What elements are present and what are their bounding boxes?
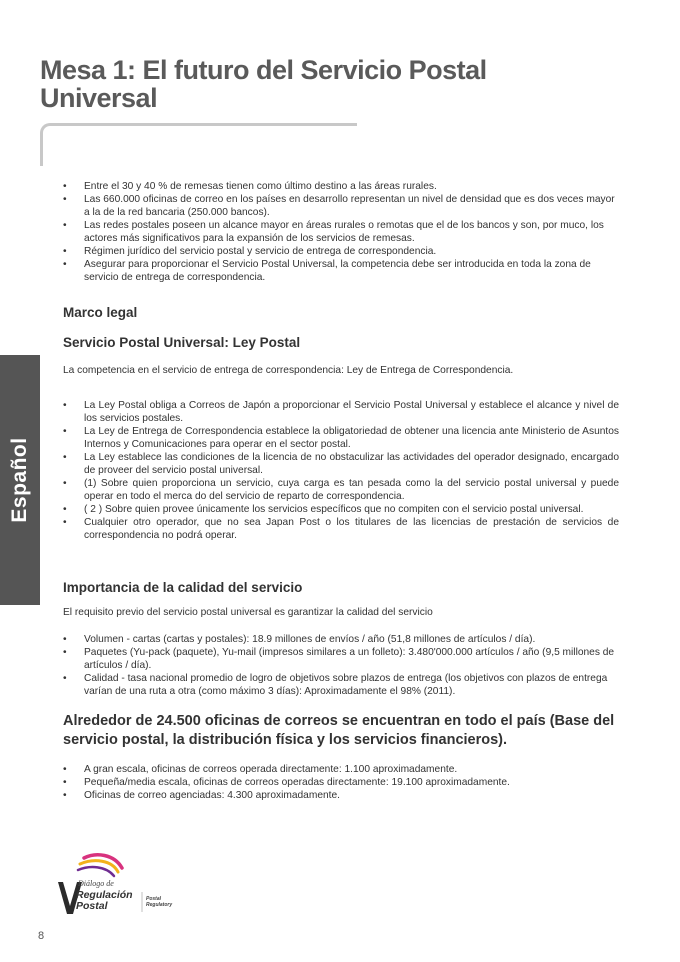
title-decoration-rule	[40, 123, 357, 166]
intro-bullet-list	[63, 180, 619, 284]
list-item: • Calidad - tasa nacional promedio de logro de objetivos sobre plazos de entrega (los objetivos con plazos de entrega varían de una ruta a otra (como máximo 3 días): Aproximadamente el 98% (2011).	[63, 672, 619, 698]
logo-text-dialogo: Diálogo de	[78, 879, 114, 888]
subheading-ley-postal: Servicio Postal Universal: Ley Postal	[63, 335, 301, 350]
list-item: • Entre el 30 y 40 % de remesas tienen como último destino a las áreas rurales.	[63, 180, 619, 193]
list-item: • La Ley de Entrega de Correspondencia establece la obligatoriedad de obtener una licencia ante Ministerio de Asuntos Internos y Comunicaciones para operar en el sector postal.	[63, 425, 619, 451]
calidad-bullet-list	[63, 633, 619, 698]
logo-side-regulatory: Regulatory	[146, 902, 173, 908]
list-item: • La Ley Postal obliga a Correos de Japón a proporcionar el Servicio Postal Universal y establece el alcance y nivel de los servicios postales.	[63, 399, 619, 425]
section-heading-marco-legal: Marco legal	[63, 305, 138, 320]
list-item: • Las redes postales poseen un alcance mayor en áreas rurales o remotas que el de los bancos y son, por muco, los actores más significativos para la expansión de los servicios de remesas.	[63, 219, 619, 245]
list-item: • ( 2 ) Sobre quien provee únicamente los servicios específicos que no compiten con el servicio postal universal.	[63, 503, 619, 516]
logo-side-postal: Postal	[146, 896, 162, 902]
marco-legal-bullet-list	[63, 399, 619, 542]
section-heading-calidad: Importancia de la calidad del servicio	[63, 580, 303, 595]
page-number: 8	[38, 930, 45, 942]
logo-text-regulacion: Regulación	[76, 889, 133, 901]
page-title: Mesa 1: El futuro del Servicio Postal Universal	[40, 55, 487, 113]
paragraph-competencia: La competencia en el servicio de entrega de correspondencia: Ley de Entrega de Correspondencia.	[63, 365, 514, 376]
oficinas-bullet-list	[63, 763, 619, 802]
list-item: • Oficinas de correo agenciadas: 4.300 aproximadamente.	[63, 789, 619, 802]
list-item: • Cualquier otro operador, que no sea Japan Post o los titulares de las licencias de prestación de servicios de correspondencia no podrá operar.	[63, 516, 619, 542]
paragraph-calidad: El requisito previo del servicio postal universal es garantizar la calidad del servicio	[63, 607, 433, 618]
list-item: • Volumen - cartas (cartas y postales): 18.9 millones de envíos / año (51,8 millones de artículos / día).	[63, 633, 619, 646]
list-item: • Asegurar para proporcionar el Servicio Postal Universal, la competencia debe ser introducida en toda la zona de servicio de entrega de correspondencia.	[63, 258, 619, 284]
logo-text-postal: Postal	[76, 900, 108, 912]
list-item: • Las 660.000 oficinas de correo en los países en desarrollo representan un nivel de densidad que es dos veces mayor a la de la red bancaria (250.000 bancos).	[63, 193, 619, 219]
list-item: • La Ley establece las condiciones de la licencia de no obstaculizar las actividades del operador designado, encargado de proveer del servicio postal universal.	[63, 451, 619, 477]
section-heading-oficinas: Alrededor de 24.500 oficinas de correos se encuentran en todo el país (Base del servicio postal, la distribución física y los servicios financieros).	[63, 713, 615, 748]
dialogo-regulacion-postal-logo	[56, 852, 216, 918]
list-item: • (1) Sobre quien proporciona un servicio, cuya carga es tan pesada como la del servicio postal universal y puede operar en todo el merca do del servicio de reparto de correspondencia.	[63, 477, 619, 503]
list-item: • A gran escala, oficinas de correos operada directamente: 1.100 aproximadamente.	[63, 763, 619, 776]
list-item: • Paquetes (Yu-pack (paquete), Yu-mail (impresos similares a un folleto): 3.480'000.000 artículos / año (9,5 millones de artículos / día).	[63, 646, 619, 672]
list-item: • Pequeña/media escala, oficinas de correos operadas directamente: 19.100 aproximadamente.	[63, 776, 619, 789]
sidebar-language-label: Español	[8, 437, 31, 523]
main-content	[63, 180, 619, 802]
language-sidebar-tab	[0, 355, 40, 605]
list-item: • Régimen jurídico del servicio postal y servicio de entrega de correspondencia.	[63, 245, 619, 258]
